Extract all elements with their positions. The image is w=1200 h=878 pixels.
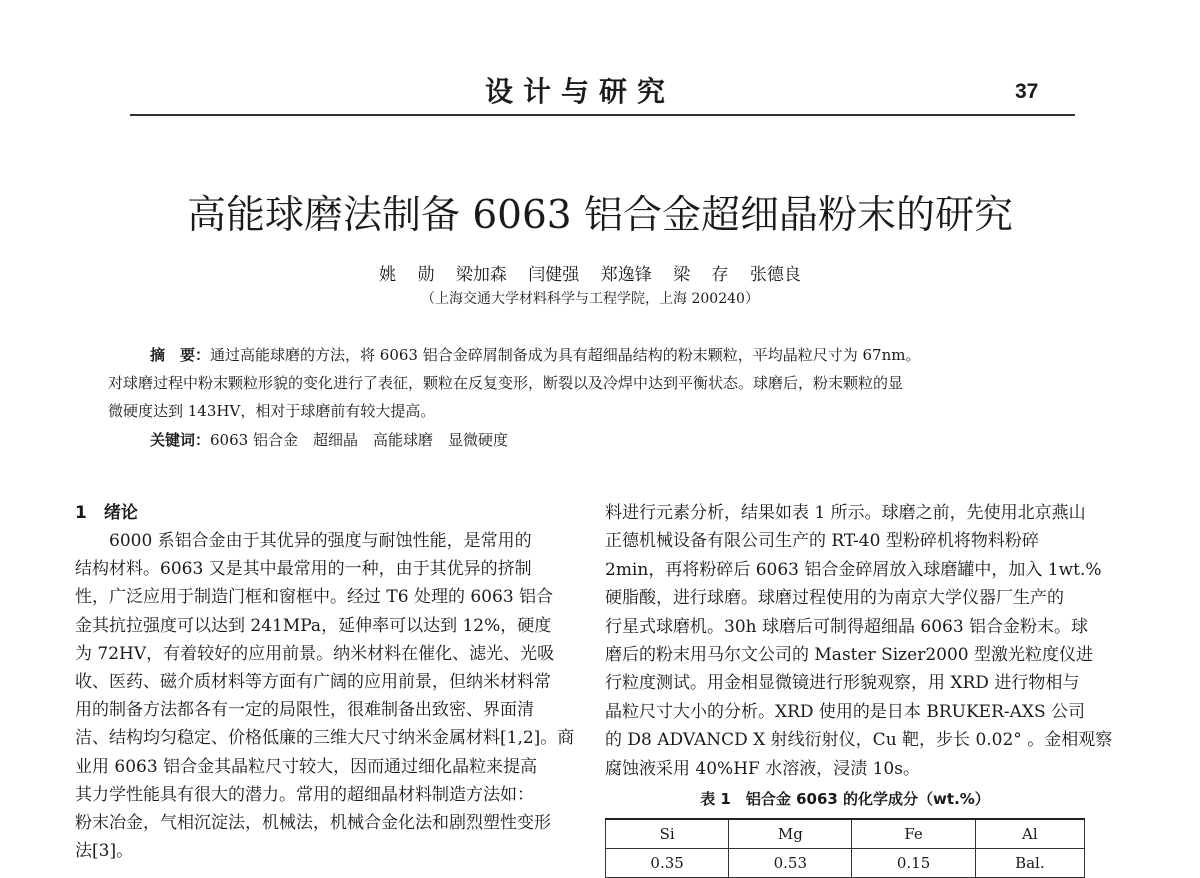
body-text-line: 腐蚀液采用 40%HF 水溶液，浸渍 10s。 (605, 758, 920, 779)
body-text-line: 结构材料。6063 又是其中最常用的一种，由于其优异的挤制 (75, 559, 532, 580)
body-text-line: 2min，再将粉碎后 6063 铝合金碎屑放入球磨罐中，加入 1wt.% (605, 559, 1102, 580)
body-text-line: 为 72HV，有着较好的应用前景。纳米材料在催化、滤光、光吸 (75, 643, 555, 664)
table-cell: Bal. (975, 849, 1084, 878)
table-header-row (606, 819, 1085, 849)
page-number: 37 (1015, 80, 1039, 103)
abstract-label: 摘 要： (150, 346, 211, 364)
table-cell: 0.35 (606, 849, 729, 878)
affiliation: （上海交通大学材料科学与工程学院，上海 200240） (421, 291, 759, 307)
abstract-line-1 (150, 344, 920, 365)
body-text-line: 的 D8 ADVANCD X 射线衍射仪，Cu 靶，步长 0.02° 。金相观察 (605, 730, 1113, 751)
body-text-line: 行星式球磨机。30h 球磨后可制得超细晶 6063 铝合金粉末。球 (605, 616, 1089, 637)
keywords-label: 关键词： (150, 431, 211, 449)
table-row (606, 849, 1085, 878)
composition-table (605, 818, 1085, 878)
header-rule (130, 114, 1075, 116)
section-heading: 1 绪论 (75, 503, 138, 523)
running-head: 设计与研究 (484, 75, 675, 108)
authors: 姚 勋 梁加森 闫健强 郑逸锋 梁 存 张德良 (379, 265, 801, 285)
abstract-text: 通过高能球磨的方法，将 6063 铝合金碎屑制备成为具有超细晶结构的粉末颗粒，平均晶粒尺寸为 67nm。 (210, 346, 921, 364)
abstract-line-3: 微硬度达到 143HV，相对于球磨前有较大提高。 (108, 402, 436, 420)
body-text-line: 洁、结构均匀稳定、价格低廉的三维大尺寸纳米金属材料[1,2]。商 (75, 728, 575, 749)
body-text-line: 金其抗拉强度可以达到 241MPa，延伸率可以达到 12%，硬度 (75, 615, 552, 636)
body-text-line: 性，广泛应用于制造门框和窗框中。经过 T6 处理的 6063 铝合 (75, 587, 554, 608)
article-title: 高能球磨法制备 6063 铝合金超细晶粉末的研究 (186, 193, 1014, 238)
keywords-text: 6063 铝合金 超细晶 高能球磨 显微硬度 (210, 431, 508, 449)
body-text-line: 6000 系铝合金由于其优异的强度与耐蚀性能，是常用的 (75, 531, 532, 551)
body-text-line: 其力学性能具有很大的潜力。常用的超细晶材料制造方法如： (75, 784, 534, 805)
body-text-line: 料进行元素分析，结果如表 1 所示。球磨之前，先使用北京燕山 (605, 503, 1086, 523)
body-text-line: 晶粒尺寸大小的分析。XRD 使用的是日本 BRUKER-AXS 公司 (605, 701, 1086, 722)
body-text-line: 磨后的粉末用马尔文公司的 Master Sizer2000 型激光粒度仪进 (605, 645, 1093, 665)
keywords (150, 429, 508, 450)
body-text-line: 收、医药、磁介质材料等方面有广阔的应用前景，但纳米材料常 (75, 672, 551, 692)
table-header-cell: Si (606, 819, 729, 849)
body-text-line: 法[3]。 (75, 841, 134, 862)
body-text-line: 用的制备方法都各有一定的局限性，很难制备出致密、界面清 (75, 700, 534, 721)
table-cell: 0.53 (729, 849, 852, 878)
body-text-line: 行粒度测试。用金相显微镜进行形貌观察，用 XRD 进行物相与 (605, 673, 1080, 694)
table-caption: 表 1 铝合金 6063 的化学成分（wt.%） (700, 790, 990, 808)
body-text-line: 粉末冶金，气相沉淀法，机械法，机械合金化法和剧烈塑性变形 (75, 813, 551, 833)
table-header-cell: Fe (852, 819, 975, 849)
table-header-cell: Mg (729, 819, 852, 849)
body-text-line: 业用 6063 铝合金其晶粒尺寸较大，因而通过细化晶粒来提高 (75, 756, 538, 777)
body-text-line: 正德机械设备有限公司生产的 RT-40 型粉碎机将物料粉碎 (605, 531, 1039, 552)
table-cell: 0.15 (852, 849, 975, 878)
abstract-line-2: 对球磨过程中粉末颗粒形貌的变化进行了表征，颗粒在反复变形，断裂以及冷焊中达到平衡状态。球磨后，粉末颗粒的显 (108, 374, 904, 392)
body-text-line: 硬脂酸，进行球磨。球磨过程使用的为南京大学仪器厂生产的 (605, 588, 1064, 609)
table-header-cell: Al (975, 819, 1084, 849)
